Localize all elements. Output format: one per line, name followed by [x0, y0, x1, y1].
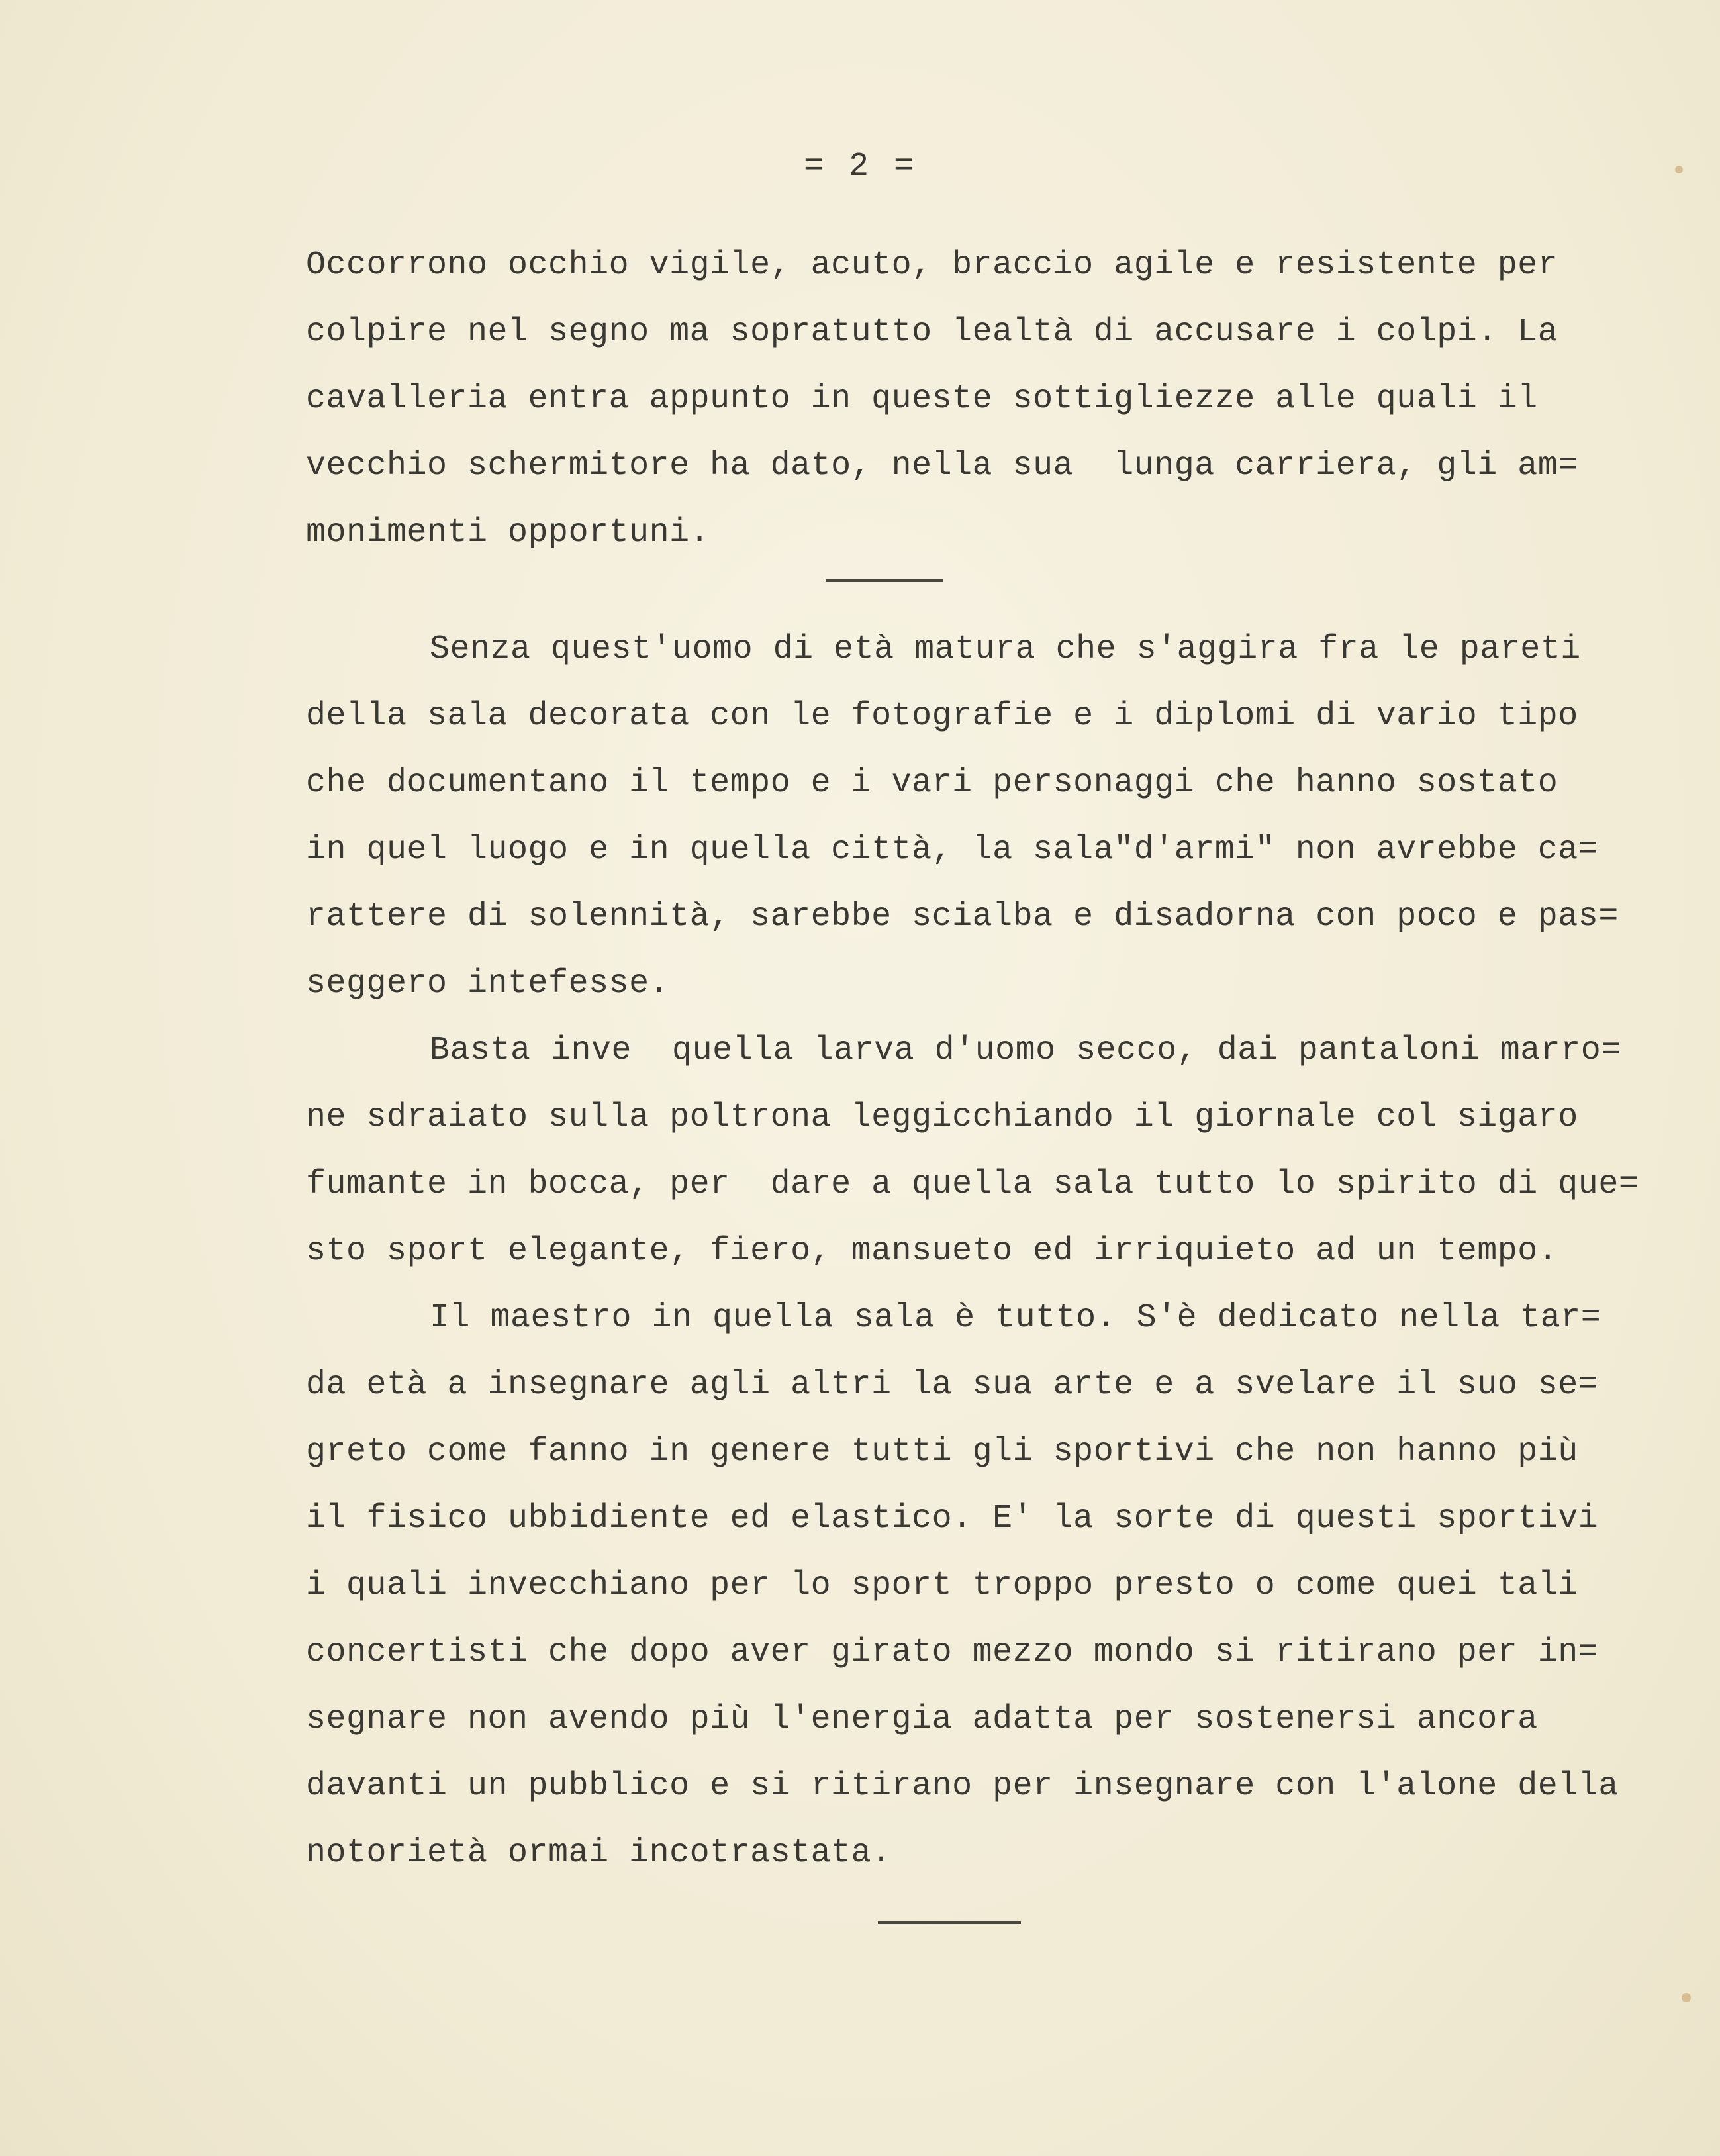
- text-line: ne sdraiato sulla poltrona leggicchiando il giornale col sigaro: [306, 1099, 1578, 1136]
- text-line: davanti un pubblico e si ritirano per insegnare con l'alone della: [306, 1767, 1619, 1805]
- text-line: Il maestro in quella sala è tutto. S'è dedicato nella tar=: [430, 1299, 1601, 1337]
- text-line: fumante in bocca, per dare a quella sala tutto lo spirito di que=: [306, 1165, 1639, 1203]
- text-line: seggero intefesse.: [306, 965, 670, 1003]
- paragraph-1: [306, 232, 1683, 566]
- text-line: segnare non avendo più l'energia adatta per sostenersi ancora: [306, 1700, 1538, 1738]
- text-line: Senza quest'uomo di età matura che s'aggira fra le pareti: [430, 630, 1581, 668]
- text-line: sto sport elegante, fiero, mansueto ed irriquieto ad un tempo.: [306, 1232, 1558, 1270]
- section-divider: [826, 579, 943, 582]
- text-line: i quali invecchiano per lo sport troppo presto o come quei tali: [306, 1567, 1578, 1604]
- text-line: Basta inve quella larva d'uomo secco, dai pantaloni marro=: [430, 1032, 1621, 1069]
- text-line: Occorrono occhio vigile, acuto, braccio agile e resistente per: [306, 246, 1558, 284]
- text-line: rattere di solennità, sarebbe scialba e disadorna con poco e pas=: [306, 898, 1619, 936]
- page-number: = 2 =: [803, 148, 917, 185]
- end-divider: [878, 1921, 1021, 1924]
- paper-stain: [1682, 1993, 1691, 2002]
- text-line: in quel luogo e in quella città, la sala"d'armi" non avrebbe ca=: [306, 831, 1599, 869]
- text-line: colpire nel segno ma sopratutto lealtà di accusare i colpi. La: [306, 313, 1558, 351]
- text-line: monimenti opportuni.: [306, 514, 710, 552]
- text-line: concertisti che dopo aver girato mezzo mondo si ritirano per in=: [306, 1634, 1599, 1671]
- text-line: cavalleria entra appunto in queste sottigliezze alle quali il: [306, 380, 1538, 418]
- text-line: greto come fanno in genere tutti gli sportivi che non hanno più: [306, 1433, 1578, 1471]
- text-line: che documentano il tempo e i vari personaggi che hanno sostato: [306, 764, 1558, 802]
- text-line: notorietà ormai incotrastata.: [306, 1834, 892, 1872]
- text-line: da età a insegnare agli altri la sua arte e a svelare il suo se=: [306, 1366, 1599, 1404]
- text-line: il fisico ubbidiente ed elastico. E' la sorte di questi sportivi: [306, 1500, 1599, 1538]
- text-line: della sala decorata con le fotografie e i diplomi di vario tipo: [306, 697, 1578, 735]
- paragraph-2: [306, 616, 1683, 1886]
- text-line: vecchio schermitore ha dato, nella sua lunga carriera, gli am=: [306, 447, 1578, 485]
